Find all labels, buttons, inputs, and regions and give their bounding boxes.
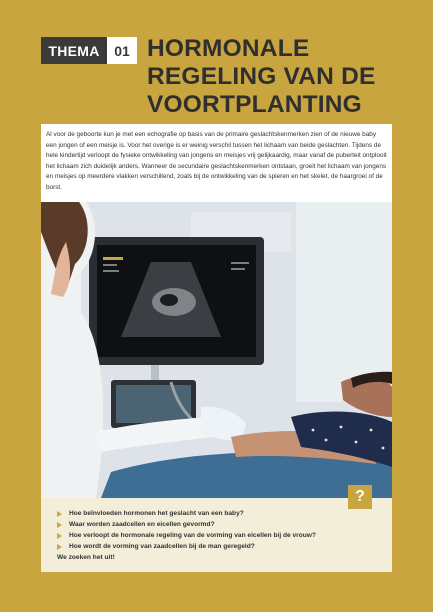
question-text: Waar worden zaadcellen en eicellen gevormd? [69, 521, 215, 528]
screen-ui-line-4 [231, 262, 249, 264]
title-line-2: REGELING VAN DE [147, 63, 376, 90]
theme-label: THEMA [41, 37, 107, 64]
question-text: Hoe beïnvloeden hormonen het geslacht van een baby? [69, 510, 244, 517]
screen-ui-line-1 [103, 257, 123, 260]
intro-paragraph: Al voor de geboorte kun je met een echografie op basis van de primaire geslachtskenmerken zien of de nieuwe baby een jongen of een meisje is. Voor het overige is er weinig verschil tussen het lichaam van beide geslachten. Tijdens de hele kindertijd verloopt de fysieke ontwikkeling van jongens en meisjes vrij gelijkaardig, maar vanaf de puberteit ontplooit het lichaam zich duidelijk anders. Wanneer de secundaire geslachtskenmerken ontstaan, groeit het lichaam van jongens en meisjes op meerdere vlakken verschillend, zoals bij de ontwikkeling van de spieren en het skelet, de haargroei of de borst. [46, 131, 387, 191]
ultrasound-dark-area [160, 294, 178, 306]
question-item [57, 541, 316, 552]
question-item [57, 530, 316, 541]
chapter-title [147, 35, 397, 119]
content-card [41, 124, 392, 572]
question-list [57, 508, 316, 552]
screen-ui-line-2 [103, 264, 117, 266]
triangle-bullet-icon [57, 533, 62, 539]
question-mark-icon: ? [348, 485, 372, 509]
question-text: Hoe verloopt de hormonale regeling van de vorming van eicellen bij de vrouw? [69, 532, 316, 539]
question-item [57, 519, 316, 530]
theme-number: 01 [107, 37, 137, 64]
triangle-bullet-icon [57, 511, 62, 517]
triangle-bullet-icon [57, 522, 62, 528]
screen-ui-line-5 [231, 268, 245, 270]
title-line-1: HORMONALE [147, 35, 310, 62]
ultrasound-photo [41, 202, 392, 498]
question-item [57, 508, 316, 519]
title-line-3: VOORTPLANTING [147, 91, 362, 118]
screen-ui-line-3 [103, 270, 119, 272]
triangle-bullet-icon [57, 544, 62, 550]
ultrasound-illustration [41, 202, 392, 498]
question-text: Hoe wordt de vorming van zaadcellen bij de man geregeld? [69, 543, 255, 550]
theme-badge [41, 37, 137, 64]
window-light [296, 202, 392, 402]
questions-panel [41, 488, 392, 572]
outro-text: We zoeken het uit! [57, 554, 115, 561]
